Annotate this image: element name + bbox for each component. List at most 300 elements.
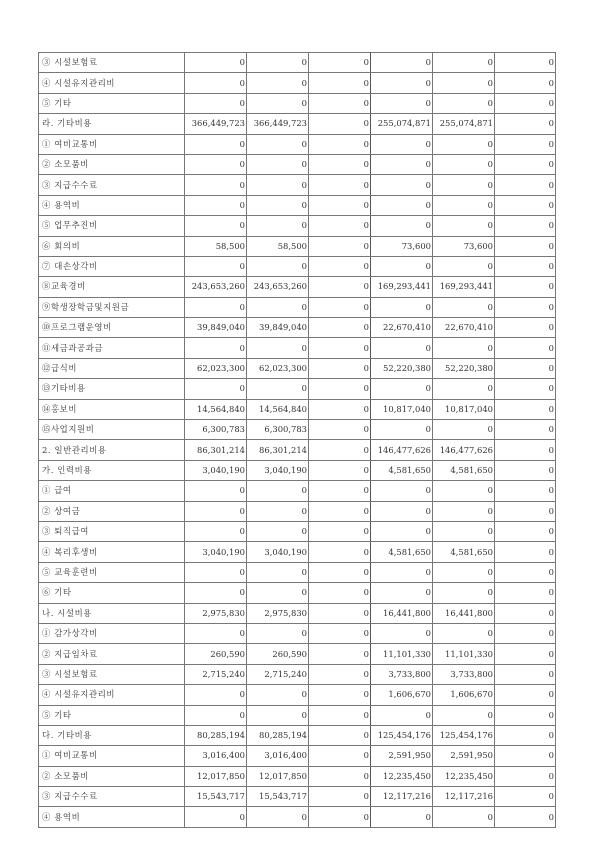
amount-cell: 0 xyxy=(433,562,495,582)
amount-cell: 0 xyxy=(185,685,247,705)
amount-cell: 0 xyxy=(495,175,556,195)
row-label: ⑪세금과공과금 xyxy=(39,338,185,358)
amount-cell: 0 xyxy=(433,379,495,399)
row-label: ⑩프로그램운영비 xyxy=(39,318,185,338)
amount-cell: 0 xyxy=(309,297,371,317)
amount-cell: 0 xyxy=(495,725,556,745)
table-row xyxy=(39,746,556,766)
amount-cell: 0 xyxy=(433,53,495,73)
row-label: ⑥ 회의비 xyxy=(39,236,185,256)
amount-cell: 0 xyxy=(309,685,371,705)
amount-cell: 0 xyxy=(495,338,556,358)
table-row xyxy=(39,297,556,317)
row-label: ① 여비교통비 xyxy=(39,134,185,154)
row-label: ⑤ 기타 xyxy=(39,93,185,113)
amount-cell: 0 xyxy=(433,154,495,174)
amount-cell: 0 xyxy=(495,277,556,297)
row-label: ③ 시설보험료 xyxy=(39,53,185,73)
amount-cell: 255,074,871 xyxy=(433,114,495,134)
amount-cell: 0 xyxy=(309,787,371,807)
row-label: 2. 일반관리비용 xyxy=(39,440,185,460)
table-row xyxy=(39,114,556,134)
amount-cell: 0 xyxy=(495,114,556,134)
row-label: ⑫급식비 xyxy=(39,358,185,378)
amount-cell: 0 xyxy=(371,93,433,113)
amount-cell: 0 xyxy=(309,807,371,827)
amount-cell: 0 xyxy=(495,318,556,338)
amount-cell: 0 xyxy=(309,216,371,236)
amount-cell: 4,581,650 xyxy=(371,460,433,480)
amount-cell: 169,293,441 xyxy=(371,277,433,297)
amount-cell: 0 xyxy=(495,603,556,623)
table-row xyxy=(39,460,556,480)
amount-cell: 0 xyxy=(309,766,371,786)
row-label: ⑤ 기타 xyxy=(39,705,185,725)
table-row xyxy=(39,562,556,582)
amount-cell: 0 xyxy=(185,216,247,236)
amount-cell: 0 xyxy=(371,297,433,317)
table-row xyxy=(39,440,556,460)
amount-cell: 3,733,800 xyxy=(433,664,495,684)
row-label: 가. 인력비용 xyxy=(39,460,185,480)
amount-cell: 86,301,214 xyxy=(247,440,309,460)
amount-cell: 0 xyxy=(433,501,495,521)
amount-cell: 0 xyxy=(495,460,556,480)
amount-cell: 0 xyxy=(185,338,247,358)
amount-cell: 0 xyxy=(433,521,495,541)
amount-cell: 0 xyxy=(495,623,556,643)
amount-cell: 0 xyxy=(309,562,371,582)
amount-cell: 0 xyxy=(247,338,309,358)
table-row xyxy=(39,73,556,93)
amount-cell: 12,235,450 xyxy=(433,766,495,786)
amount-cell: 12,117,216 xyxy=(433,787,495,807)
table-row xyxy=(39,134,556,154)
table-row xyxy=(39,154,556,174)
amount-cell: 0 xyxy=(433,256,495,276)
amount-cell: 260,590 xyxy=(247,644,309,664)
amount-cell: 0 xyxy=(495,256,556,276)
amount-cell: 0 xyxy=(185,53,247,73)
amount-cell: 10,817,040 xyxy=(371,399,433,419)
amount-cell: 12,235,450 xyxy=(371,766,433,786)
table-row xyxy=(39,53,556,73)
amount-cell: 11,101,330 xyxy=(433,644,495,664)
row-label: ① 급여 xyxy=(39,481,185,501)
amount-cell: 0 xyxy=(495,787,556,807)
amount-cell: 0 xyxy=(371,175,433,195)
amount-cell: 80,285,194 xyxy=(185,725,247,745)
amount-cell: 0 xyxy=(495,195,556,215)
amount-cell: 0 xyxy=(495,216,556,236)
amount-cell: 16,441,800 xyxy=(433,603,495,623)
amount-cell: 0 xyxy=(309,175,371,195)
table-row xyxy=(39,399,556,419)
amount-cell: 0 xyxy=(247,297,309,317)
amount-cell: 62,023,300 xyxy=(247,358,309,378)
table-row xyxy=(39,236,556,256)
row-label: ④ 시설유지관리비 xyxy=(39,73,185,93)
table-row xyxy=(39,277,556,297)
amount-cell: 0 xyxy=(309,623,371,643)
amount-cell: 0 xyxy=(433,195,495,215)
amount-cell: 0 xyxy=(495,705,556,725)
amount-cell: 0 xyxy=(371,53,433,73)
amount-cell: 0 xyxy=(371,256,433,276)
amount-cell: 0 xyxy=(433,134,495,154)
amount-cell: 2,715,240 xyxy=(185,664,247,684)
row-label: ③ 지급수수료 xyxy=(39,787,185,807)
table-row xyxy=(39,338,556,358)
amount-cell: 0 xyxy=(495,521,556,541)
row-label: ① 여비교통비 xyxy=(39,746,185,766)
table-row xyxy=(39,521,556,541)
amount-cell: 15,543,717 xyxy=(247,787,309,807)
amount-cell: 14,564,840 xyxy=(247,399,309,419)
amount-cell: 2,715,240 xyxy=(247,664,309,684)
amount-cell: 0 xyxy=(495,685,556,705)
row-label: 나. 시설비용 xyxy=(39,603,185,623)
amount-cell: 0 xyxy=(247,93,309,113)
row-label: ⑭홍보비 xyxy=(39,399,185,419)
amount-cell: 0 xyxy=(371,705,433,725)
table-row xyxy=(39,807,556,827)
row-label: ④ 시설유지관리비 xyxy=(39,685,185,705)
amount-cell: 0 xyxy=(433,216,495,236)
amount-cell: 0 xyxy=(309,399,371,419)
expense-table xyxy=(38,52,556,828)
amount-cell: 0 xyxy=(495,379,556,399)
amount-cell: 0 xyxy=(309,603,371,623)
amount-cell: 0 xyxy=(309,705,371,725)
table-row xyxy=(39,725,556,745)
amount-cell: 0 xyxy=(309,318,371,338)
amount-cell: 0 xyxy=(309,114,371,134)
amount-cell: 0 xyxy=(309,154,371,174)
amount-cell: 0 xyxy=(185,379,247,399)
amount-cell: 0 xyxy=(371,583,433,603)
row-label: ④ 용역비 xyxy=(39,195,185,215)
amount-cell: 0 xyxy=(247,481,309,501)
amount-cell: 0 xyxy=(309,53,371,73)
amount-cell: 0 xyxy=(185,175,247,195)
amount-cell: 0 xyxy=(185,73,247,93)
amount-cell: 0 xyxy=(247,256,309,276)
amount-cell: 3,040,190 xyxy=(185,460,247,480)
amount-cell: 3,040,190 xyxy=(247,460,309,480)
amount-cell: 0 xyxy=(309,277,371,297)
amount-cell: 73,600 xyxy=(433,236,495,256)
amount-cell: 0 xyxy=(247,583,309,603)
expense-table-body xyxy=(39,53,556,828)
amount-cell: 3,016,400 xyxy=(247,746,309,766)
amount-cell: 4,581,650 xyxy=(433,542,495,562)
amount-cell: 16,441,800 xyxy=(371,603,433,623)
row-label: 다. 기타비용 xyxy=(39,725,185,745)
amount-cell: 0 xyxy=(495,134,556,154)
amount-cell: 0 xyxy=(309,746,371,766)
table-row xyxy=(39,216,556,236)
amount-cell: 0 xyxy=(371,195,433,215)
amount-cell: 4,581,650 xyxy=(371,542,433,562)
amount-cell: 0 xyxy=(309,420,371,440)
amount-cell: 0 xyxy=(185,623,247,643)
table-row xyxy=(39,379,556,399)
table-row xyxy=(39,766,556,786)
amount-cell: 0 xyxy=(495,440,556,460)
table-row xyxy=(39,195,556,215)
amount-cell: 0 xyxy=(371,73,433,93)
amount-cell: 0 xyxy=(495,664,556,684)
amount-cell: 243,653,260 xyxy=(185,277,247,297)
amount-cell: 0 xyxy=(309,236,371,256)
amount-cell: 3,040,190 xyxy=(185,542,247,562)
amount-cell: 0 xyxy=(185,195,247,215)
amount-cell: 52,220,380 xyxy=(371,358,433,378)
amount-cell: 0 xyxy=(371,420,433,440)
amount-cell: 0 xyxy=(309,644,371,664)
amount-cell: 0 xyxy=(185,807,247,827)
amount-cell: 0 xyxy=(495,562,556,582)
amount-cell: 0 xyxy=(185,134,247,154)
amount-cell: 14,564,840 xyxy=(185,399,247,419)
row-label: 라. 기타비용 xyxy=(39,114,185,134)
amount-cell: 0 xyxy=(247,175,309,195)
row-label: ⑤ 업무추진비 xyxy=(39,216,185,236)
amount-cell: 0 xyxy=(433,705,495,725)
amount-cell: 0 xyxy=(247,195,309,215)
amount-cell: 255,074,871 xyxy=(371,114,433,134)
amount-cell: 366,449,723 xyxy=(185,114,247,134)
amount-cell: 0 xyxy=(247,501,309,521)
amount-cell: 0 xyxy=(185,501,247,521)
row-label: ⑮사업지원비 xyxy=(39,420,185,440)
table-row xyxy=(39,358,556,378)
row-label: ⑧교육경비 xyxy=(39,277,185,297)
amount-cell: 4,581,650 xyxy=(433,460,495,480)
amount-cell: 0 xyxy=(185,154,247,174)
table-row xyxy=(39,623,556,643)
amount-cell: 0 xyxy=(495,542,556,562)
amount-cell: 0 xyxy=(309,521,371,541)
amount-cell: 2,975,830 xyxy=(185,603,247,623)
row-label: ③ 시설보험료 xyxy=(39,664,185,684)
amount-cell: 0 xyxy=(247,521,309,541)
amount-cell: 52,220,380 xyxy=(433,358,495,378)
amount-cell: 0 xyxy=(495,420,556,440)
table-row xyxy=(39,318,556,338)
amount-cell: 0 xyxy=(495,481,556,501)
table-row xyxy=(39,420,556,440)
amount-cell: 6,300,783 xyxy=(247,420,309,440)
amount-cell: 0 xyxy=(495,73,556,93)
amount-cell: 0 xyxy=(185,481,247,501)
amount-cell: 0 xyxy=(309,542,371,562)
amount-cell: 0 xyxy=(309,195,371,215)
amount-cell: 22,670,410 xyxy=(433,318,495,338)
amount-cell: 0 xyxy=(495,746,556,766)
amount-cell: 0 xyxy=(309,460,371,480)
amount-cell: 0 xyxy=(185,562,247,582)
amount-cell: 125,454,176 xyxy=(433,725,495,745)
amount-cell: 39,849,040 xyxy=(247,318,309,338)
amount-cell: 146,477,626 xyxy=(433,440,495,460)
amount-cell: 0 xyxy=(185,705,247,725)
amount-cell: 0 xyxy=(433,623,495,643)
amount-cell: 1,606,670 xyxy=(371,685,433,705)
amount-cell: 0 xyxy=(247,623,309,643)
amount-cell: 0 xyxy=(309,256,371,276)
amount-cell: 0 xyxy=(433,481,495,501)
amount-cell: 0 xyxy=(495,236,556,256)
amount-cell: 0 xyxy=(433,583,495,603)
amount-cell: 0 xyxy=(433,420,495,440)
amount-cell: 0 xyxy=(247,216,309,236)
amount-cell: 12,017,850 xyxy=(185,766,247,786)
amount-cell: 2,975,830 xyxy=(247,603,309,623)
amount-cell: 0 xyxy=(495,358,556,378)
amount-cell: 80,285,194 xyxy=(247,725,309,745)
amount-cell: 0 xyxy=(309,440,371,460)
amount-cell: 0 xyxy=(371,379,433,399)
amount-cell: 0 xyxy=(309,338,371,358)
table-row xyxy=(39,93,556,113)
row-label: ⑥ 기타 xyxy=(39,583,185,603)
table-row xyxy=(39,481,556,501)
row-label: ② 소모품비 xyxy=(39,766,185,786)
row-label: ⑦ 대손상각비 xyxy=(39,256,185,276)
amount-cell: 0 xyxy=(371,623,433,643)
amount-cell: 0 xyxy=(371,521,433,541)
amount-cell: 0 xyxy=(309,725,371,745)
amount-cell: 243,653,260 xyxy=(247,277,309,297)
row-label: ⑨학생장학금및지원금 xyxy=(39,297,185,317)
amount-cell: 0 xyxy=(309,358,371,378)
amount-cell: 0 xyxy=(495,93,556,113)
amount-cell: 0 xyxy=(247,134,309,154)
amount-cell: 0 xyxy=(185,93,247,113)
amount-cell: 6,300,783 xyxy=(185,420,247,440)
table-row xyxy=(39,175,556,195)
amount-cell: 0 xyxy=(247,73,309,93)
table-row xyxy=(39,787,556,807)
amount-cell: 1,606,670 xyxy=(433,685,495,705)
amount-cell: 0 xyxy=(247,685,309,705)
row-label: ③ 퇴직급여 xyxy=(39,521,185,541)
amount-cell: 0 xyxy=(309,664,371,684)
amount-cell: 0 xyxy=(495,583,556,603)
amount-cell: 0 xyxy=(247,562,309,582)
table-row xyxy=(39,705,556,725)
amount-cell: 0 xyxy=(185,256,247,276)
amount-cell: 0 xyxy=(371,501,433,521)
amount-cell: 0 xyxy=(309,134,371,154)
amount-cell: 0 xyxy=(495,399,556,419)
amount-cell: 2,591,950 xyxy=(433,746,495,766)
amount-cell: 0 xyxy=(495,501,556,521)
amount-cell: 0 xyxy=(371,338,433,358)
amount-cell: 0 xyxy=(495,297,556,317)
amount-cell: 0 xyxy=(495,766,556,786)
row-label: ① 감가상각비 xyxy=(39,623,185,643)
table-row xyxy=(39,603,556,623)
amount-cell: 39,849,040 xyxy=(185,318,247,338)
amount-cell: 0 xyxy=(433,297,495,317)
amount-cell: 2,591,950 xyxy=(371,746,433,766)
amount-cell: 125,454,176 xyxy=(371,725,433,745)
amount-cell: 0 xyxy=(309,501,371,521)
row-label: ③ 지급수수료 xyxy=(39,175,185,195)
amount-cell: 169,293,441 xyxy=(433,277,495,297)
amount-cell: 3,016,400 xyxy=(185,746,247,766)
amount-cell: 0 xyxy=(247,379,309,399)
amount-cell: 260,590 xyxy=(185,644,247,664)
amount-cell: 86,301,214 xyxy=(185,440,247,460)
amount-cell: 0 xyxy=(495,53,556,73)
amount-cell: 58,500 xyxy=(185,236,247,256)
amount-cell: 62,023,300 xyxy=(185,358,247,378)
amount-cell: 73,600 xyxy=(371,236,433,256)
amount-cell: 0 xyxy=(371,562,433,582)
amount-cell: 0 xyxy=(371,134,433,154)
amount-cell: 3,733,800 xyxy=(371,664,433,684)
amount-cell: 58,500 xyxy=(247,236,309,256)
amount-cell: 11,101,330 xyxy=(371,644,433,664)
table-row xyxy=(39,685,556,705)
amount-cell: 0 xyxy=(433,93,495,113)
amount-cell: 3,040,190 xyxy=(247,542,309,562)
amount-cell: 22,670,410 xyxy=(371,318,433,338)
row-label: ⑤ 교육훈련비 xyxy=(39,562,185,582)
row-label: ⑬기타비용 xyxy=(39,379,185,399)
row-label: ② 지급임차료 xyxy=(39,644,185,664)
amount-cell: 0 xyxy=(309,379,371,399)
table-row xyxy=(39,501,556,521)
table-row xyxy=(39,644,556,664)
amount-cell: 0 xyxy=(433,807,495,827)
amount-cell: 0 xyxy=(371,154,433,174)
table-row xyxy=(39,256,556,276)
amount-cell: 0 xyxy=(309,481,371,501)
amount-cell: 10,817,040 xyxy=(433,399,495,419)
row-label: ② 소모품비 xyxy=(39,154,185,174)
amount-cell: 0 xyxy=(185,583,247,603)
amount-cell: 0 xyxy=(371,216,433,236)
amount-cell: 0 xyxy=(309,583,371,603)
amount-cell: 0 xyxy=(247,53,309,73)
amount-cell: 0 xyxy=(371,481,433,501)
table-row xyxy=(39,542,556,562)
amount-cell: 0 xyxy=(433,175,495,195)
amount-cell: 0 xyxy=(247,705,309,725)
amount-cell: 366,449,723 xyxy=(247,114,309,134)
amount-cell: 0 xyxy=(247,807,309,827)
row-label: ④ 복리후생비 xyxy=(39,542,185,562)
amount-cell: 0 xyxy=(309,73,371,93)
amount-cell: 0 xyxy=(433,73,495,93)
amount-cell: 0 xyxy=(495,807,556,827)
amount-cell: 0 xyxy=(495,154,556,174)
amount-cell: 12,117,216 xyxy=(371,787,433,807)
table-row xyxy=(39,664,556,684)
amount-cell: 0 xyxy=(433,338,495,358)
amount-cell: 146,477,626 xyxy=(371,440,433,460)
row-label: ④ 용역비 xyxy=(39,807,185,827)
table-row xyxy=(39,583,556,603)
amount-cell: 0 xyxy=(185,297,247,317)
amount-cell: 0 xyxy=(371,807,433,827)
amount-cell: 15,543,717 xyxy=(185,787,247,807)
